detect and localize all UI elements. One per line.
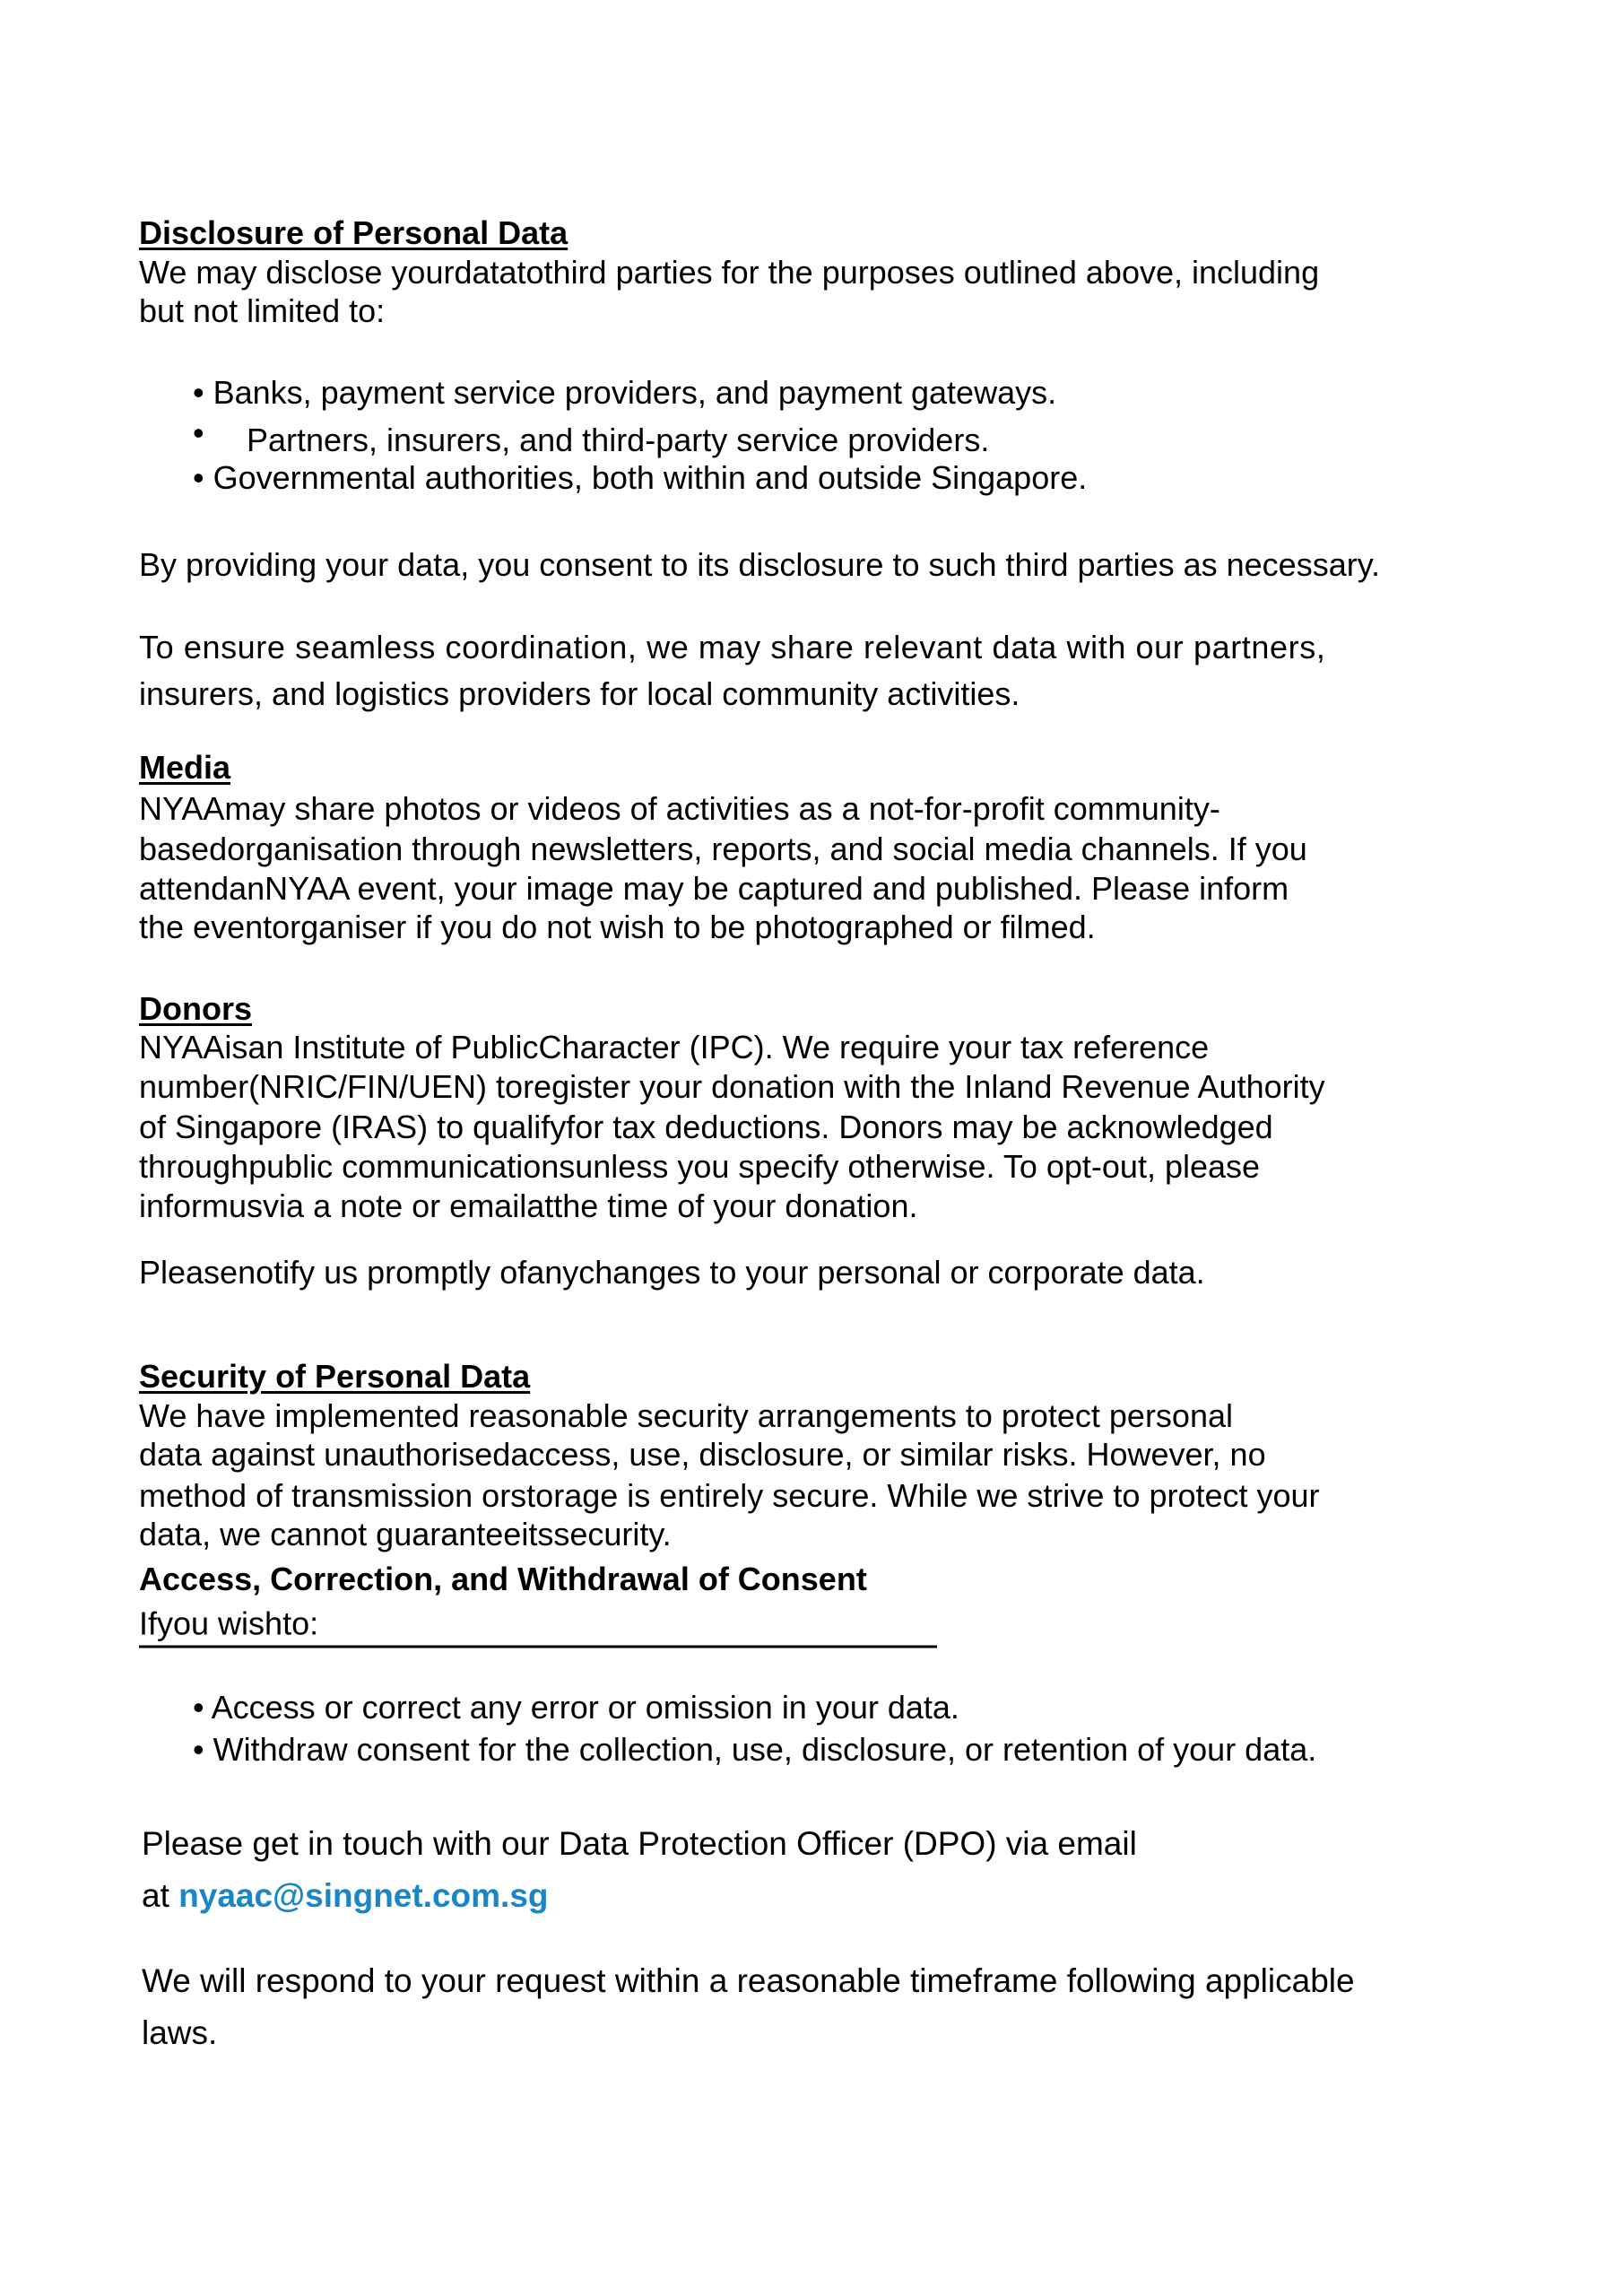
respond-line: laws. xyxy=(142,2014,218,2051)
bullet-icon: • xyxy=(193,414,204,451)
access-lead xyxy=(139,1605,937,1648)
list-item-text: Partners, insurers, and third-party service providers. xyxy=(247,422,990,458)
donors-line: of Singapore (IRAS) to qualifyfor tax deductions. Donors may be acknowledged xyxy=(139,1109,1273,1145)
bullet-icon: • xyxy=(193,1689,204,1726)
heading-donors: Donors xyxy=(139,990,252,1027)
list-item xyxy=(193,1688,959,1727)
bullet-icon: • xyxy=(193,374,204,411)
contact-line: Please get in touch with our Data Protection Officer (DPO) via email xyxy=(142,1825,1137,1862)
donors-line: number(NRIC/FIN/UEN) toregister your donation with the Inland Revenue Authority xyxy=(139,1068,1325,1105)
email-link[interactable]: nyaac@singnet.com.sg xyxy=(178,1877,549,1914)
list-item-text: Access or correct any error or omission in your data. xyxy=(211,1689,959,1726)
donors-line: informusvia a note or emailatthe time of your donation. xyxy=(139,1187,918,1224)
list-item-text: Governmental authorities, both within and outside Singapore. xyxy=(213,459,1088,496)
media-line: attendanNYAA event, your image may be captured and published. Please inform xyxy=(139,870,1289,907)
coordination-line: insurers, and logistics providers for local community activities. xyxy=(139,675,1020,712)
list-item xyxy=(193,373,1056,413)
bullet-icon: • xyxy=(193,459,204,496)
list-item xyxy=(193,458,1087,498)
heading-security: Security of Personal Data xyxy=(139,1358,531,1395)
notify-paragraph: Pleasenotify us promptly ofanychanges to your personal or corporate data. xyxy=(139,1254,1205,1291)
contact-prefix: at xyxy=(142,1877,169,1914)
bullet-icon: • xyxy=(193,1731,204,1768)
donors-line: throughpublic communicationsunless you specify otherwise. To opt-out, please xyxy=(139,1148,1261,1185)
security-line: data, we cannot guaranteeitssecurity. xyxy=(139,1516,672,1552)
disclosure-intro-line: but not limited to: xyxy=(139,292,386,329)
respond-line: We will respond to your request within a reasonable timeframe following applicable xyxy=(142,1962,1355,1999)
consent-paragraph: By providing your data, you consent to its disclosure to such third parties as necessary. xyxy=(139,546,1381,583)
heading-access: Access, Correction, and Withdrawal of Consent xyxy=(139,1561,867,1597)
security-line: method of transmission orstorage is entirely secure. While we strive to protect your xyxy=(139,1477,1320,1514)
list-item-text: Withdraw consent for the collection, use, disclosure, or retention of your data. xyxy=(213,1731,1317,1768)
security-line: data against unauthorisedaccess, use, disclosure, or similar risks. However, no xyxy=(139,1436,1266,1473)
media-line: NYAAmay share photos or videos of activities as a not-for-profit community- xyxy=(139,790,1220,827)
disclosure-intro-line: We may disclose yourdatatothird parties for the purposes outlined above, including xyxy=(139,254,1320,291)
heading-media: Media xyxy=(139,749,231,786)
list-item-text: Banks, payment service providers, and payment gateways. xyxy=(213,374,1057,411)
contact-email-line xyxy=(142,1876,549,1916)
media-line: the eventorganiser if you do not wish to be photographed or filmed. xyxy=(139,909,1096,945)
access-lead-text: Ifyou wishto: xyxy=(139,1605,937,1648)
list-item xyxy=(193,414,990,460)
donors-line: NYAAisan Institute of PublicCharacter (IPC). We require your tax reference xyxy=(139,1029,1210,1065)
coordination-line: To ensure seamless coordination, we may share relevant data with our partners, xyxy=(139,629,1326,665)
list-item xyxy=(193,1730,1316,1770)
heading-disclosure: Disclosure of Personal Data xyxy=(139,214,568,251)
security-line: We have implemented reasonable security arrangements to protect personal xyxy=(139,1397,1233,1434)
media-line: basedorganisation through newsletters, reports, and social media channels. If you xyxy=(139,831,1307,867)
